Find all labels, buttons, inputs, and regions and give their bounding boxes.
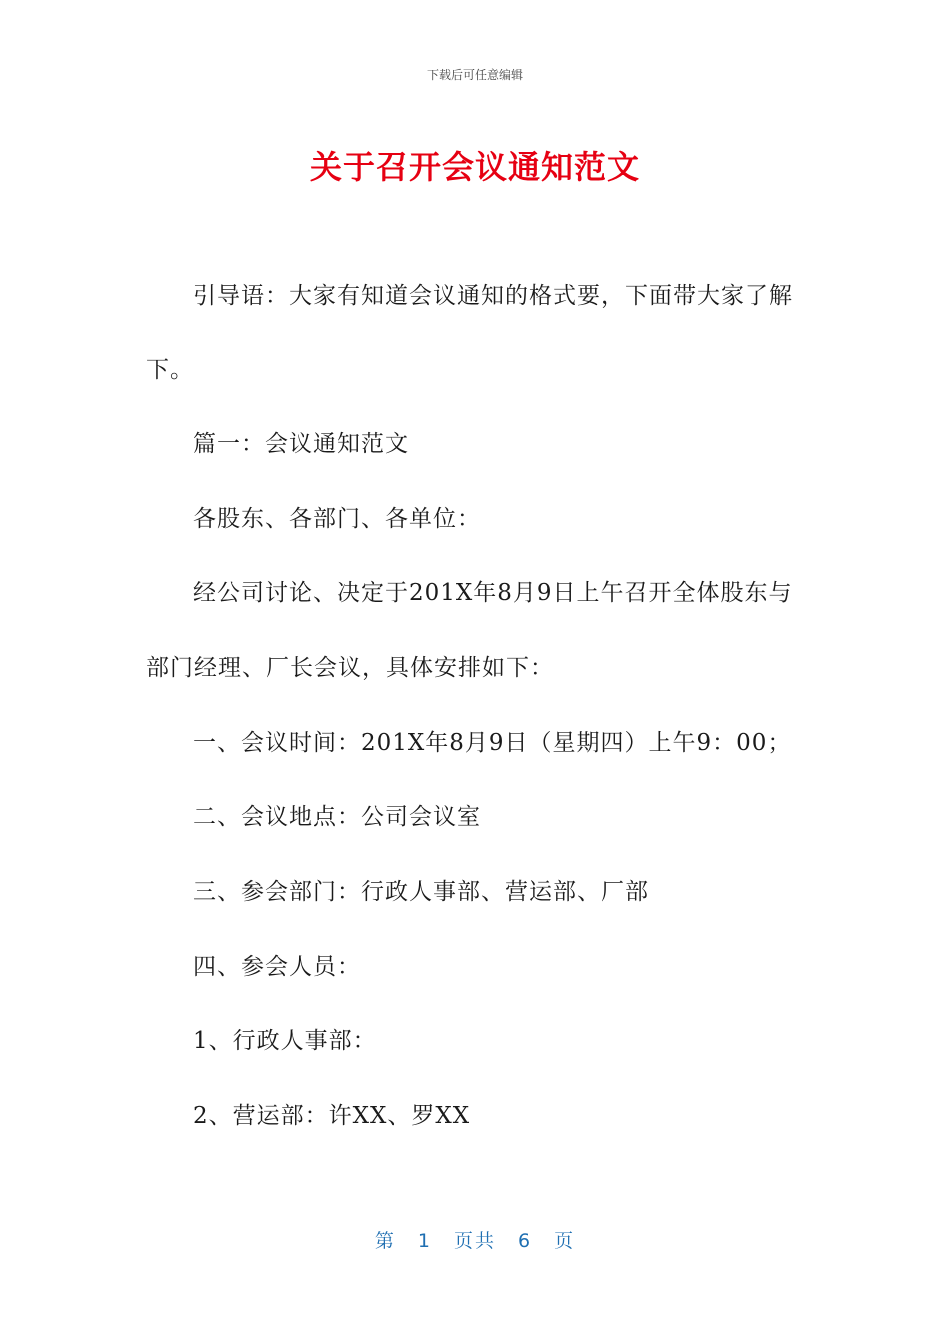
section-heading: 篇一：会议通知范文 — [193, 431, 409, 457]
attendees-heading: 四、参会人员： — [193, 954, 361, 980]
attendees-item-1: 1、行政人事部： — [193, 1028, 377, 1054]
attending-departments: 三、参会部门：行政人事部、营运部、厂部 — [193, 879, 649, 905]
paragraph-intro-line1: 引导语：大家有知道会议通知的格式要，下面带大家了解 — [193, 283, 793, 309]
salutation: 各股东、各部门、各单位： — [193, 506, 481, 532]
document-title: 关于召开会议通知范文 — [309, 148, 640, 186]
paragraph-body-line2: 部门经理、厂长会议，具体安排如下： — [146, 655, 554, 681]
meeting-location: 二、会议地点：公司会议室 — [193, 804, 481, 830]
page-footer: 第 1 页共 6 页 — [374, 1230, 576, 1252]
header-note: 下载后可任意编辑 — [426, 68, 523, 82]
paragraph-intro-line2: 下。 — [146, 357, 194, 383]
attendees-item-2: 2、营运部：许XX、罗XX — [193, 1103, 471, 1129]
paragraph-body-line1: 经公司讨论、决定于201X年8月9日上午召开全体股东与 — [193, 580, 793, 606]
meeting-time: 一、会议时间：201X年8月9日（星期四）上午9：00； — [193, 730, 792, 756]
